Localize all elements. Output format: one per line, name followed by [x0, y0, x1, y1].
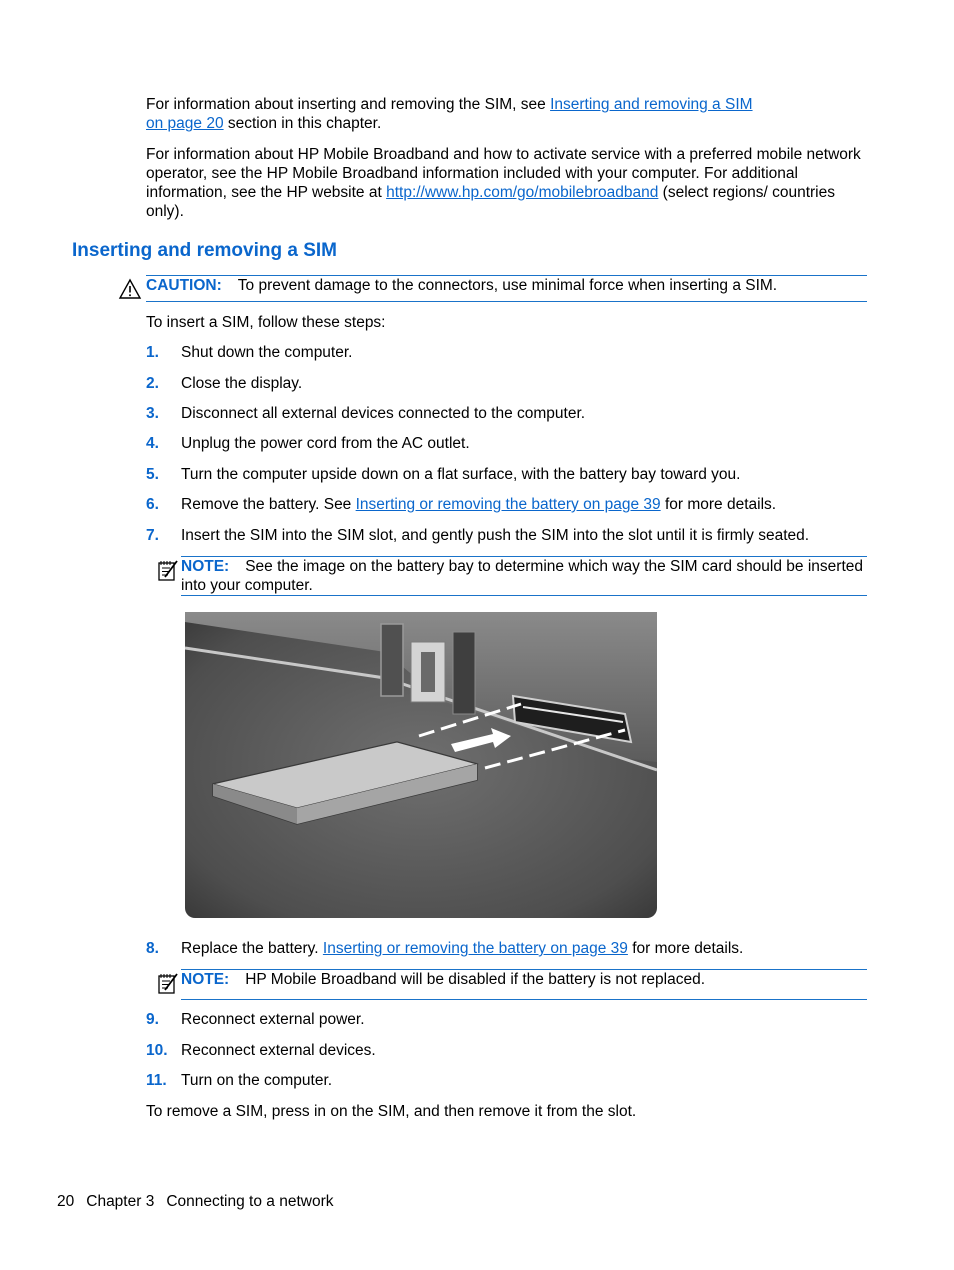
step-number: 3. [146, 405, 159, 422]
step-text: Shut down the computer. [181, 344, 353, 361]
step-text-before: Remove the battery. See [181, 496, 356, 513]
intro-text: (select regions/ countries only). [146, 184, 835, 220]
step-number: 10. [146, 1042, 168, 1059]
list-item [146, 434, 868, 454]
link-hp-mobilebroadband[interactable]: http://www.hp.com/go/mobilebroadband [386, 184, 659, 201]
step-text-before: Replace the battery. [181, 940, 323, 957]
sim-insertion-drawing [185, 612, 657, 918]
note-callout-sim-orientation [181, 557, 867, 595]
list-item [146, 1071, 868, 1091]
note-bottom-rule [181, 999, 867, 1000]
caution-label: CAUTION: [146, 277, 222, 294]
step-text: Reconnect external power. [181, 1011, 365, 1028]
steps-intro: To insert a SIM, follow these steps: [146, 314, 386, 331]
link-remove-battery-page-39[interactable]: Inserting or removing the battery on page 39 [355, 496, 661, 513]
page-number: 20 [57, 1193, 75, 1210]
step-number: 7. [146, 527, 159, 544]
step-text [181, 939, 871, 958]
step-number: 9. [146, 1011, 159, 1028]
list-item [146, 939, 868, 959]
step-text [181, 495, 871, 514]
footer-chapter-title: Connecting to a network [166, 1193, 334, 1210]
step-number: 8. [146, 940, 159, 957]
list-item [146, 374, 868, 394]
step-text: Turn the computer upside down on a flat surface, with the battery bay toward you. [181, 466, 741, 483]
intro-text: section in this chapter. [223, 115, 382, 132]
sim-insertion-illustration [185, 612, 657, 918]
note-pad-icon [156, 971, 180, 995]
caution-text: To prevent damage to the connectors, use minimal force when inserting a SIM. [237, 277, 778, 294]
list-item [146, 1041, 868, 1061]
warning-triangle-icon [118, 278, 142, 300]
step-text: Disconnect all external devices connected to the computer. [181, 405, 586, 422]
note-label: NOTE: [181, 971, 230, 988]
intro-paragraph-sim [146, 95, 868, 133]
caution-callout [146, 276, 868, 295]
step-number: 6. [146, 496, 159, 513]
intro-text: For information about inserting and removing the SIM, see [146, 96, 551, 113]
footer-chapter: Chapter 3 [86, 1193, 155, 1210]
caution-bottom-rule [146, 301, 867, 302]
list-item [146, 343, 868, 363]
step-text: Unplug the power cord from the AC outlet. [181, 435, 470, 452]
step-number: 2. [146, 375, 159, 392]
list-item [146, 465, 868, 485]
step-text-after: for more details. [627, 940, 744, 957]
link-on-page-20[interactable]: on page 20 [146, 115, 224, 132]
note-bottom-rule [181, 595, 867, 596]
note-text: See the image on the battery bay to determine which way the SIM card should be inserted into your computer. [181, 558, 863, 594]
step-text: Close the display. [181, 375, 303, 392]
list-item [146, 526, 868, 546]
step-text-after: for more details. [660, 496, 777, 513]
step-text: Insert the SIM into the SIM slot, and gently push the SIM into the slot until it is firmly seated. [181, 527, 810, 544]
step-number: 5. [146, 466, 159, 483]
note-text: HP Mobile Broadband will be disabled if the battery is not replaced. [245, 971, 706, 988]
list-item [146, 495, 868, 515]
section-heading: Inserting and removing a SIM [72, 240, 337, 261]
list-item [146, 1010, 868, 1030]
intro-text: For information about HP Mobile Broadband and how to activate service with a preferred mobile network operator, see the HP Mobile Broadband information included with your computer. For additional information, see the HP website at [146, 146, 861, 201]
intro-paragraph-broadband [146, 145, 868, 221]
remove-sim-paragraph: To remove a SIM, press in on the SIM, and then remove it from the slot. [146, 1103, 637, 1120]
note-callout-broadband-disabled [181, 970, 867, 989]
step-number: 4. [146, 435, 159, 452]
note-pad-icon [156, 558, 180, 582]
link-replace-battery-page-39[interactable]: Inserting or removing the battery on page 39 [322, 940, 628, 957]
step-number: 1. [146, 344, 159, 361]
step-text: Turn on the computer. [181, 1072, 333, 1089]
step-number: 11. [146, 1072, 167, 1089]
note-label: NOTE: [181, 558, 230, 575]
step-text: Reconnect external devices. [181, 1042, 376, 1059]
list-item [146, 404, 868, 424]
page-footer [57, 1192, 345, 1211]
link-inserting-removing-sim[interactable]: Inserting and removing a SIM [550, 96, 753, 113]
